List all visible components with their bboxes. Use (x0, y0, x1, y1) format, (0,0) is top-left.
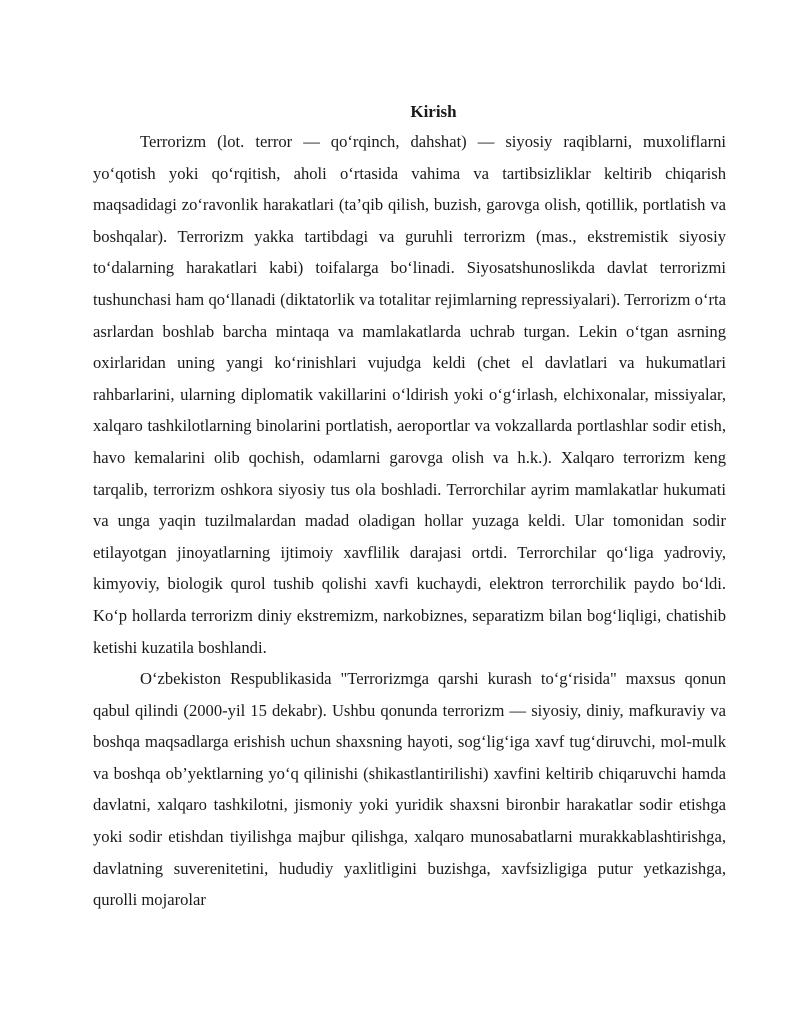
page-title: Kirish (410, 102, 457, 121)
document-page (93, 100, 726, 916)
paragraph-1: Terrorizm (lot. terror — qo‘rqinch, dahshat) — siyosiy raqiblarni, muxoliflarni yo‘qotish yoki qo‘rqitish, aholi o‘rtasida vahima va tartibsizliklar keltirib chiqarish maqsadidagi zo‘ravonlik harakatlari (ta’qib qilish, buzish, garovga olish, qotillik, portlatish va boshqalar). Terrorizm yakka tartibdagi va guruhli terrorizm (mas., ekstremistik siyosiy to‘dalarning harakatlari kabi) toifalarga bo‘linadi. Siyosatshunoslikda davlat terrorizmi tushunchasi ham qo‘llanadi (diktatorlik va totalitar rejimlarning repressiyalari). Terrorizm o‘rta asrlardan boshlab barcha mintaqa va mamlakatlarda uchrab turgan. Lekin o‘tgan asrning oxirlaridan uning yangi ko‘rinishlari vujudga keldi (chet el davlatlari va hukumatlari rahbarlarini, ularning diplomatik vakillarini o‘ldirish yoki o‘g‘irlash, elchixonalar, missiyalar, xalqaro tashkilotlarning binolarini portlatish, aeroportlar va vokzallarda portlashlar sodir etish, havo kemalarini olib qochish, odamlarni garovga olish va h.k.). Xalqaro terrorizm keng tarqalib, terrorizm oshkora siyosiy tus ola boshladi. Terrorchilar ayrim mamlakatlar hukumati va unga yaqin tuzilmalardan madad oladigan hollar yuzaga keldi. Ular tomonidan sodir etilayotgan jinoyatlarning ijtimoiy xavflilik darajasi ortdi. Terrorchilar qo‘liga yadroviy, kimyoviy, biologik qurol tushib qolishi xavfi kuchaydi, elektron terrorchilik paydo bo‘ldi. Ko‘p hollarda terrorizm diniy ekstremizm, narkobiznes, separatizm bilan bog‘liqligi, chatishib ketishi kuzatila boshlandi. (93, 132, 726, 657)
paragraph-2: O‘zbekiston Respublikasida "Terrorizmga qarshi kurash to‘g‘risida" maxsus qonun qabul qilindi (2000-yil 15 dekabr). Ushbu qonunda terrorizm — siyosiy, diniy, mafkuraviy va boshqa maqsadlarga erishish uchun shaxsning hayoti, sog‘lig‘iga xavf tug‘diruvchi, mol-mulk va boshqa ob’yektlarning yo‘q qilinishi (shikastlantirilishi) xavfini keltirib chiqaruvchi hamda davlatni, xalqaro tashkilotni, jismoniy yoki yuridik shaxsni bironbir harakatlar sodir etishga yoki sodir etishdan tiyilishga majbur qilishga, xalqaro munosabatlarni murakkablashtirishga, davlatning suverenitetini, hududiy yaxlitligini buzishga, xavfsizligiga putur yetkazishga, qurolli mojarolar (93, 669, 726, 910)
